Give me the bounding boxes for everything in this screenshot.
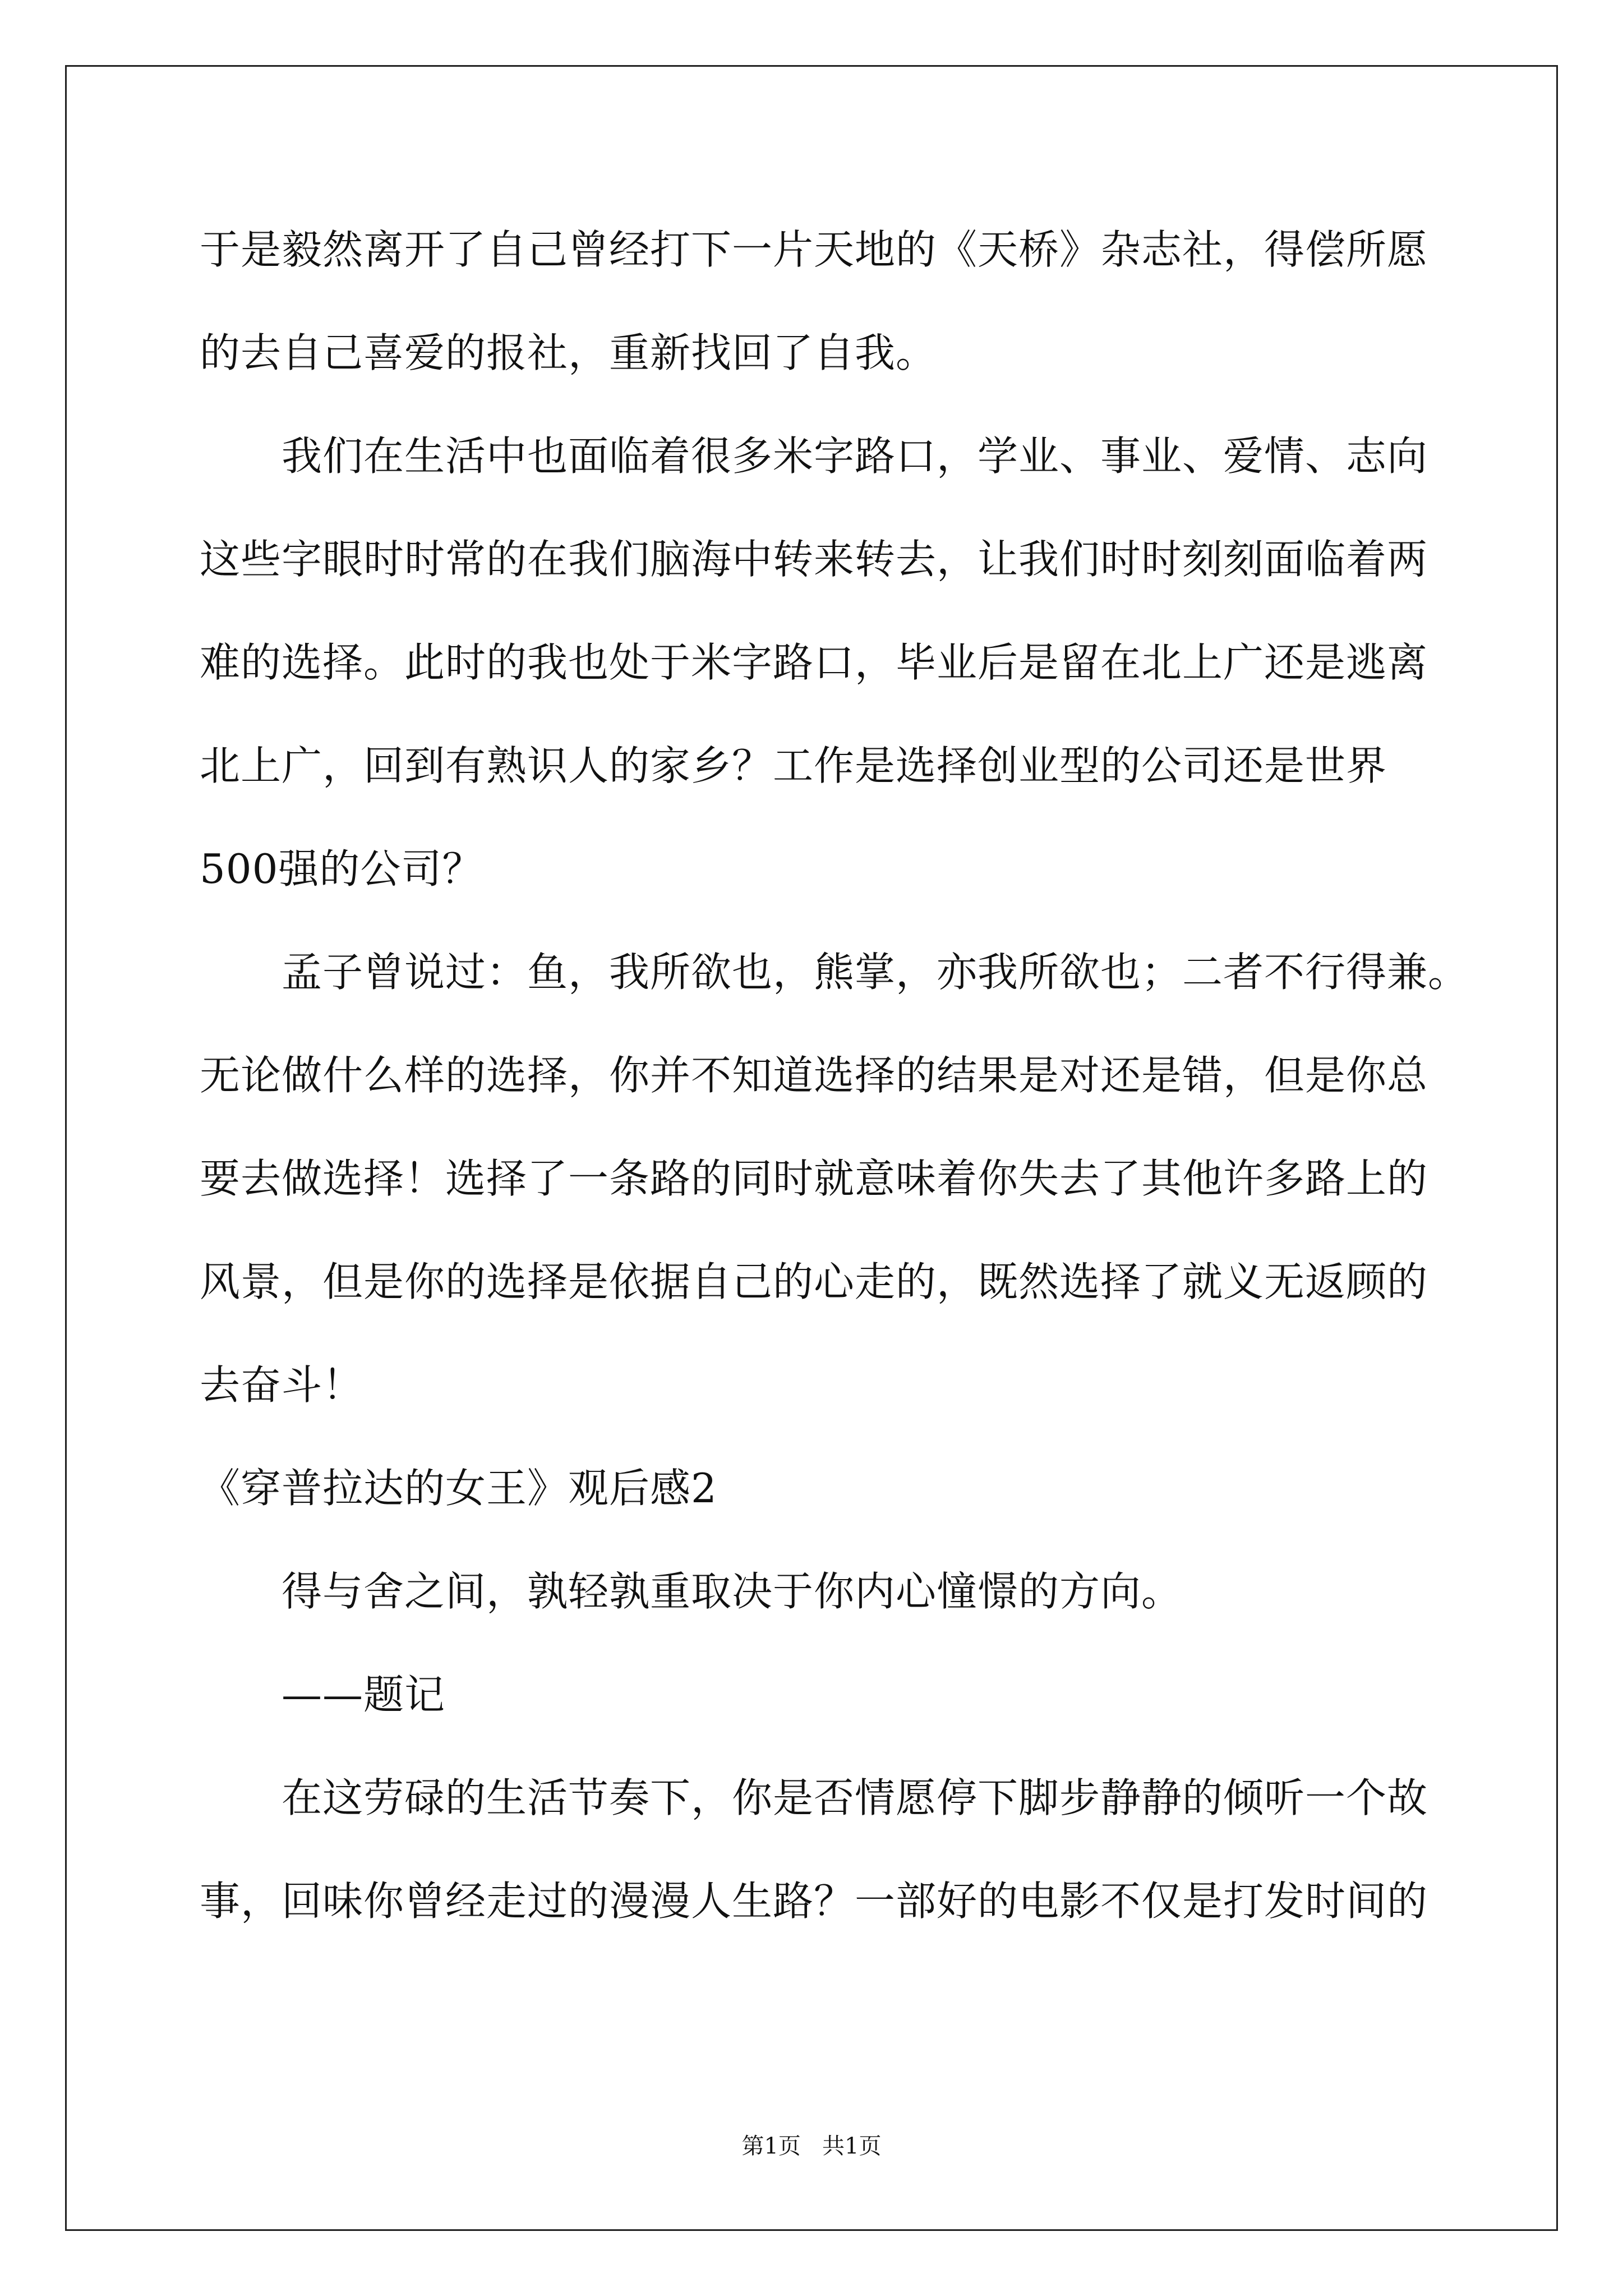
text-line: 难的选择。此时的我也处于米字路口，毕业后是留在北上广还是逃离: [200, 639, 1428, 686]
section-title: 《穿普拉达的女王》观后感2: [200, 1465, 717, 1512]
text-line: 事，回味你曾经走过的漫漫人生路？一部好的电影不仅是打发时间的: [200, 1878, 1428, 1925]
text-line: 的去自己喜爱的报社，重新找回了自我。: [200, 329, 937, 376]
text-line: 孟子曾说过：鱼，我所欲也，熊掌，亦我所欲也；二者不行得兼。: [282, 949, 1469, 996]
text-line: 得与舍之间，孰轻孰重取决于你内心憧憬的方向。: [282, 1568, 1183, 1615]
text-line: 去奋斗！: [200, 1361, 364, 1409]
text-line: 要去做选择！选择了一条路的同时就意味着你失去了其他许多路上的: [200, 1155, 1428, 1202]
text-line: 500强的公司？: [200, 845, 483, 892]
text-line: 我们在生活中也面临着很多米字路口，学业、事业、爱情、志向: [282, 432, 1428, 480]
text-line: 于是毅然离开了自己曾经打下一片天地的《天桥》杂志社，得偿所愿: [200, 226, 1428, 273]
text-line: 北上广，回到有熟识人的家乡？工作是选择创业型的公司还是世界: [200, 742, 1387, 789]
page-footer: 第1页 共1页: [741, 2133, 882, 2159]
text-line: 这些字眼时时常的在我们脑海中转来转去，让我们时时刻刻面临着两: [200, 536, 1428, 583]
document-body: [200, 219, 1469, 1973]
text-line: 在这劳碌的生活节奏下，你是否情愿停下脚步静静的倾听一个故: [282, 1774, 1428, 1821]
text-line: 无论做什么样的选择，你并不知道选择的结果是对还是错，但是你总: [200, 1052, 1428, 1099]
epigraph-credit: ——题记: [282, 1671, 446, 1718]
text-line: 风景，但是你的选择是依据自己的心走的，既然选择了就义无返顾的: [200, 1258, 1428, 1305]
